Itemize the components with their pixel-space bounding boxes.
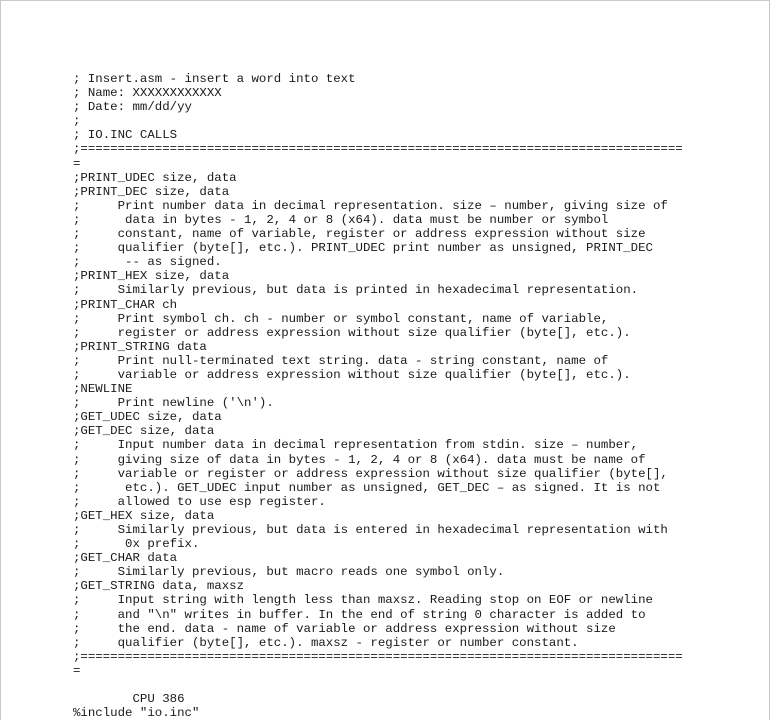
- code-line: ;GET_HEX size, data: [73, 508, 215, 523]
- code-line: =: [73, 663, 81, 678]
- code-line: ; 0x prefix.: [73, 537, 200, 552]
- code-line: ;: [73, 114, 81, 129]
- code-line: CPU 386: [73, 692, 185, 707]
- code-line: ; Date: mm/dd/yy: [73, 100, 192, 115]
- code-line: ; Print newline ('\n').: [73, 396, 274, 411]
- code-line: ;GET_UDEC size, data: [73, 410, 222, 425]
- code-line: ; Insert.asm - insert a word into text: [73, 72, 356, 86]
- code-line: ;PRINT_UDEC size, data: [73, 170, 237, 185]
- code-line: ; and "\n" writes in buffer. In the end of string 0 character is added to: [73, 607, 646, 622]
- code-line: ; data in bytes - 1, 2, 4 or 8 (x64). data must be number or symbol: [73, 212, 609, 227]
- code-line: ;GET_CHAR data: [73, 551, 178, 566]
- code-line: [73, 678, 683, 692]
- code-line: ; Print null-terminated text string. data - string constant, name of: [73, 353, 609, 368]
- code-line: ; -- as signed.: [73, 255, 222, 270]
- code-line: ; Similarly previous, but macro reads one symbol only.: [73, 565, 505, 580]
- code-line: ; qualifier (byte[], etc.). maxsz - register or number constant.: [73, 635, 579, 650]
- code-listing: [73, 72, 683, 720]
- code-line: ; Similarly previous, but data is entered in hexadecimal representation with: [73, 523, 668, 537]
- code-line: ;=================================================================================: [73, 142, 683, 157]
- code-line: ;GET_DEC size, data: [73, 424, 215, 439]
- code-line: ;PRINT_STRING data: [73, 339, 207, 354]
- code-line: ; allowed to use esp register.: [73, 494, 326, 509]
- code-line: ; variable or register or address expression without size qualifier (byte[],: [73, 466, 668, 481]
- code-line: ; Input string with length less than maxsz. Reading stop on EOF or newline: [73, 593, 653, 608]
- code-line: ;PRINT_DEC size, data: [73, 184, 230, 199]
- code-line: ; register or address expression without size qualifier (byte[], etc.).: [73, 325, 631, 340]
- code-line: ; Print symbol ch. ch - number or symbol constant, name of variable,: [73, 311, 609, 326]
- code-line: ; qualifier (byte[], etc.). PRINT_UDEC print number as unsigned, PRINT_DEC: [73, 241, 653, 256]
- code-line: ; Similarly previous, but data is printed in hexadecimal representation.: [73, 283, 639, 298]
- code-line: ; etc.). GET_UDEC input number as unsigned, GET_DEC – as signed. It is not: [73, 480, 661, 495]
- code-line: ; variable or address expression without size qualifier (byte[], etc.).: [73, 367, 631, 382]
- code-line: ; giving size of data in bytes - 1, 2, 4 or 8 (x64). data must be name of: [73, 452, 646, 467]
- code-line: ;NEWLINE: [73, 382, 133, 397]
- code-line: ; constant, name of variable, register or address expression without size: [73, 227, 646, 242]
- code-line: ; Input number data in decimal representation from stdin. size – number,: [73, 438, 639, 453]
- code-line: ;PRINT_HEX size, data: [73, 269, 230, 284]
- code-line: ; the end. data - name of variable or address expression without size: [73, 621, 616, 636]
- code-line: ;GET_STRING data, maxsz: [73, 579, 245, 594]
- code-line: =: [73, 156, 81, 171]
- code-line: ;PRINT_CHAR ch: [73, 297, 178, 312]
- code-line: %include "io.inc": [73, 706, 200, 721]
- code-line: ; Print number data in decimal representation. size – number, giving size of: [73, 198, 668, 213]
- code-line: ; IO.INC CALLS: [73, 128, 178, 143]
- code-line: ;=================================================================================: [73, 649, 683, 664]
- code-line: ; Name: XXXXXXXXXXXX: [73, 86, 222, 101]
